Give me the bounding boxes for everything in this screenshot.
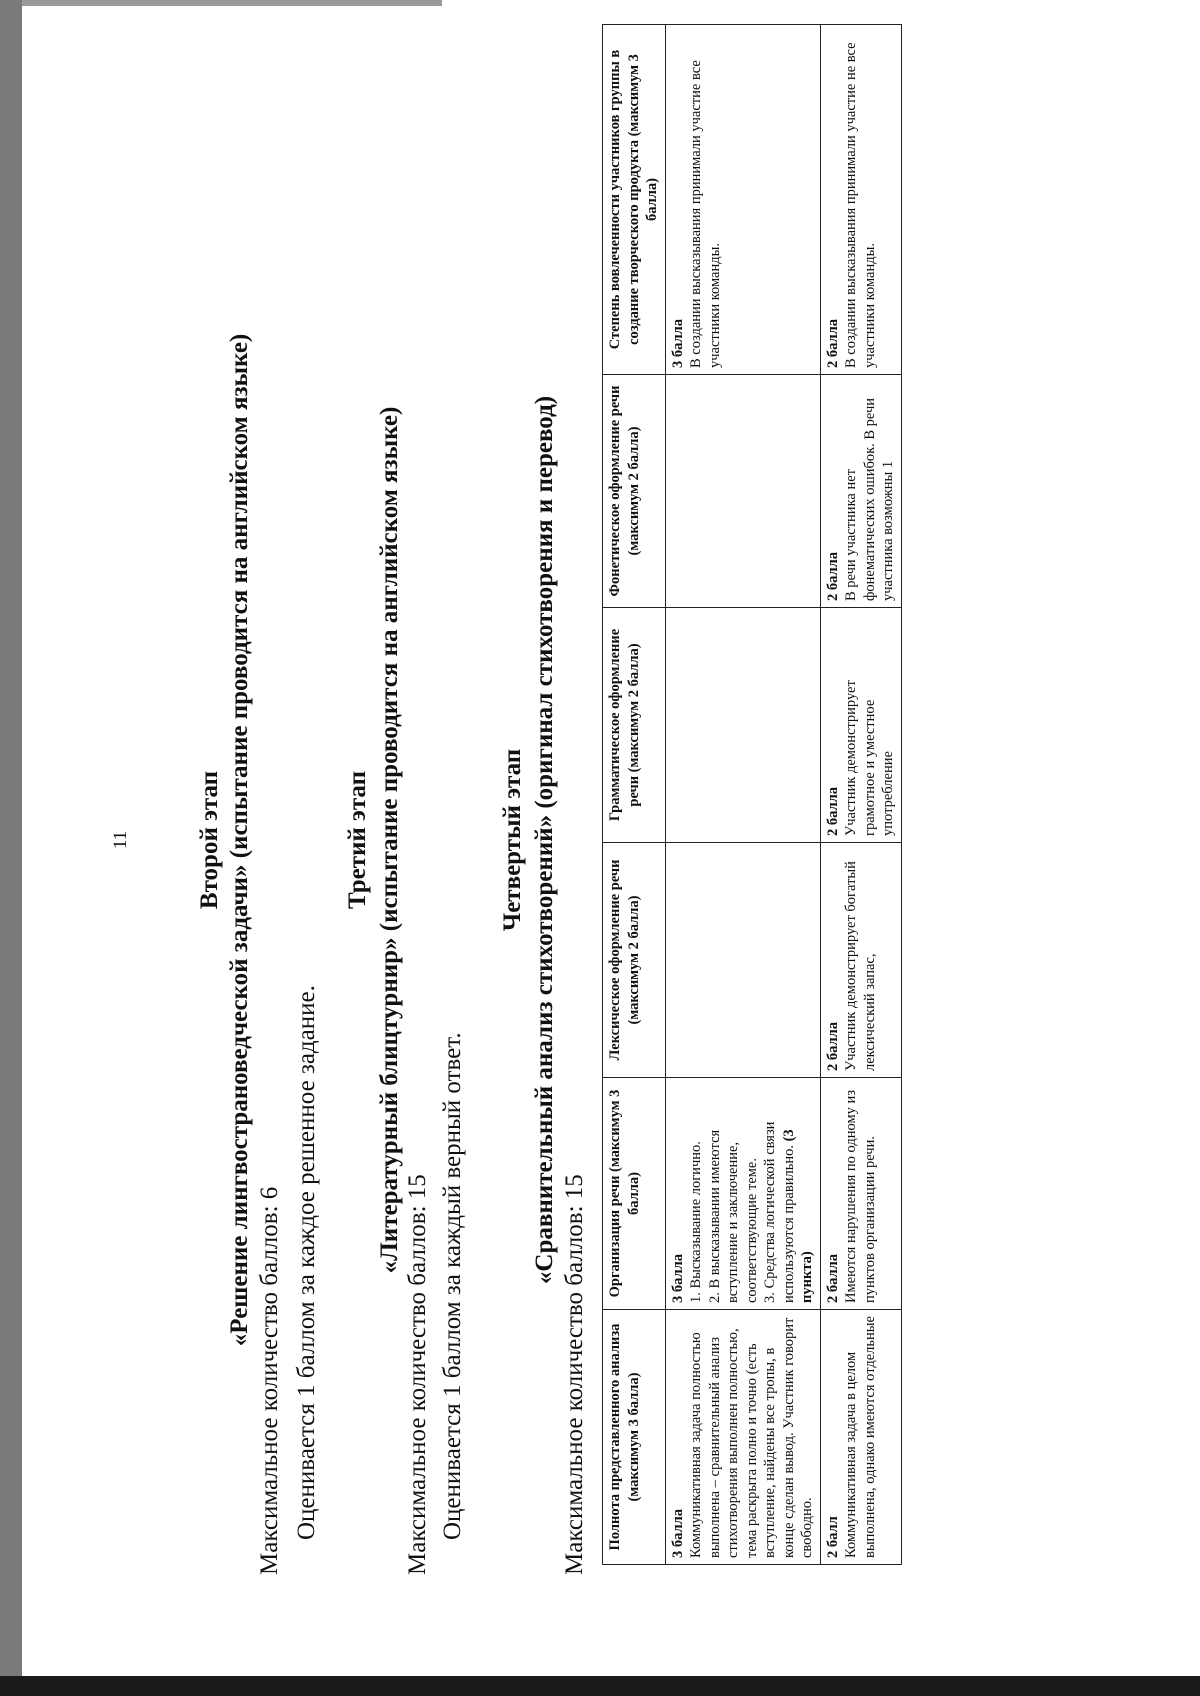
header-involvement: Степень вовлеченности участников группы в создание творческого продукта (максимум 3 балла) (603, 25, 666, 375)
cell-score: 2 балла (824, 1253, 841, 1303)
scan-border-left (0, 0, 22, 1696)
table-cell (820, 1310, 901, 1565)
table-header-row (603, 25, 666, 1565)
page-number: 11 (110, 830, 131, 850)
table-cell (665, 608, 820, 843)
table-cell (665, 843, 820, 1078)
cell-text (687, 1084, 817, 1303)
cell-text: Коммуникативная задача полностью выполнена – сравнительный анализ стихотворения выполнен полностью, тема раскрыта полно и точно (есть вступление, найдены все тропы, в конце сделан вывод. Участник говорит свободно. (688, 1317, 815, 1558)
stage3-title: «Литературный блицтурнир» (испытание проводится на английском языке) (376, 406, 403, 1274)
table-cell (665, 25, 820, 375)
cell-text: Имеются нарушения по одному из пунктов организации речи. (843, 1089, 878, 1303)
table-cell (665, 375, 820, 608)
cell-score: 2 балл (824, 1516, 841, 1558)
cell-score: 3 балла (669, 1253, 686, 1303)
header-lexical: Лексическое оформление речи (максимум 2 балла) (603, 843, 666, 1078)
table-cell (665, 1078, 820, 1310)
stage4-max-points: Максимальное количество баллов: 15 (561, 1174, 588, 1575)
stage3-heading: Третий этап (344, 770, 371, 910)
table-row (665, 25, 820, 1565)
header-grammar: Грамматическое оформление речи (максимум 2 балла) (603, 608, 666, 843)
table-cell (820, 843, 901, 1078)
table-cell (820, 608, 901, 843)
stage3-max-points: Максимальное количество баллов: 15 (404, 1174, 431, 1575)
header-speech-organization: Организация речи (максимум 3 балла) (603, 1078, 666, 1310)
cell-text: Участник демонстрирует грамотное и уместное употребление (843, 680, 896, 836)
cell-text: В создании высказывания принимали участие не все участники команды. (843, 42, 878, 368)
scan-border-bottom (0, 1676, 1200, 1696)
cell-score: 3 балла (669, 318, 686, 368)
scan-border-top (22, 0, 442, 6)
cell-text: В речи участника нет фонематических ошибок. В речи участника возможны 1 (843, 397, 896, 601)
stage4-heading: Четвертый этап (499, 748, 526, 932)
cell-text: В создании высказывания принимали участие все участники команды. (688, 60, 723, 368)
table-row (820, 25, 901, 1565)
table-cell (820, 25, 901, 375)
stage4-title: «Сравнительный анализ стихотворений» (оригинал стихотворения и перевод) (531, 395, 558, 1285)
cell-text: Коммуникативная задача в целом выполнена, однако имеются отдельные (843, 1316, 878, 1558)
cell-text: Участник демонстрирует богатый лексический запас, (843, 861, 878, 1071)
table-cell (665, 1310, 820, 1565)
cell-score: 2 балла (824, 318, 841, 368)
stage2-evaluation: Оценивается 1 баллом за каждое решенное задание. (293, 985, 320, 1540)
stage2-heading: Второй этап (196, 770, 223, 910)
table-cell (820, 1078, 901, 1310)
rotated-page (30, 20, 1190, 1660)
cell-text-main: 1. Высказывание логично. 2. В высказывании имеются вступление и заключение, соответствующие теме. 3. Средства логической связи используются правильно. (688, 1121, 797, 1303)
cell-score: 3 балла (669, 1508, 686, 1558)
stage2-title: «Решение лингвострановедческой задачи» (испытание проводится на английском языке) (226, 333, 253, 1347)
header-completeness: Полнота представленного анализа (максимум 3 балла) (603, 1310, 666, 1565)
stage3-evaluation: Оценивается 1 баллом за каждый верный ответ. (439, 1032, 466, 1540)
stage2-max-points: Максимальное количество баллов: 6 (256, 1186, 283, 1575)
header-phonetic: Фонетическое оформление речи (максимум 2 балла) (603, 375, 666, 608)
criteria-table (602, 24, 902, 1565)
cell-score: 2 балла (824, 551, 841, 601)
cell-score: 2 балла (824, 1021, 841, 1071)
table-cell (820, 375, 901, 608)
cell-text-bold: (3 пункта) (780, 1129, 815, 1303)
cell-score: 2 балла (824, 786, 841, 836)
